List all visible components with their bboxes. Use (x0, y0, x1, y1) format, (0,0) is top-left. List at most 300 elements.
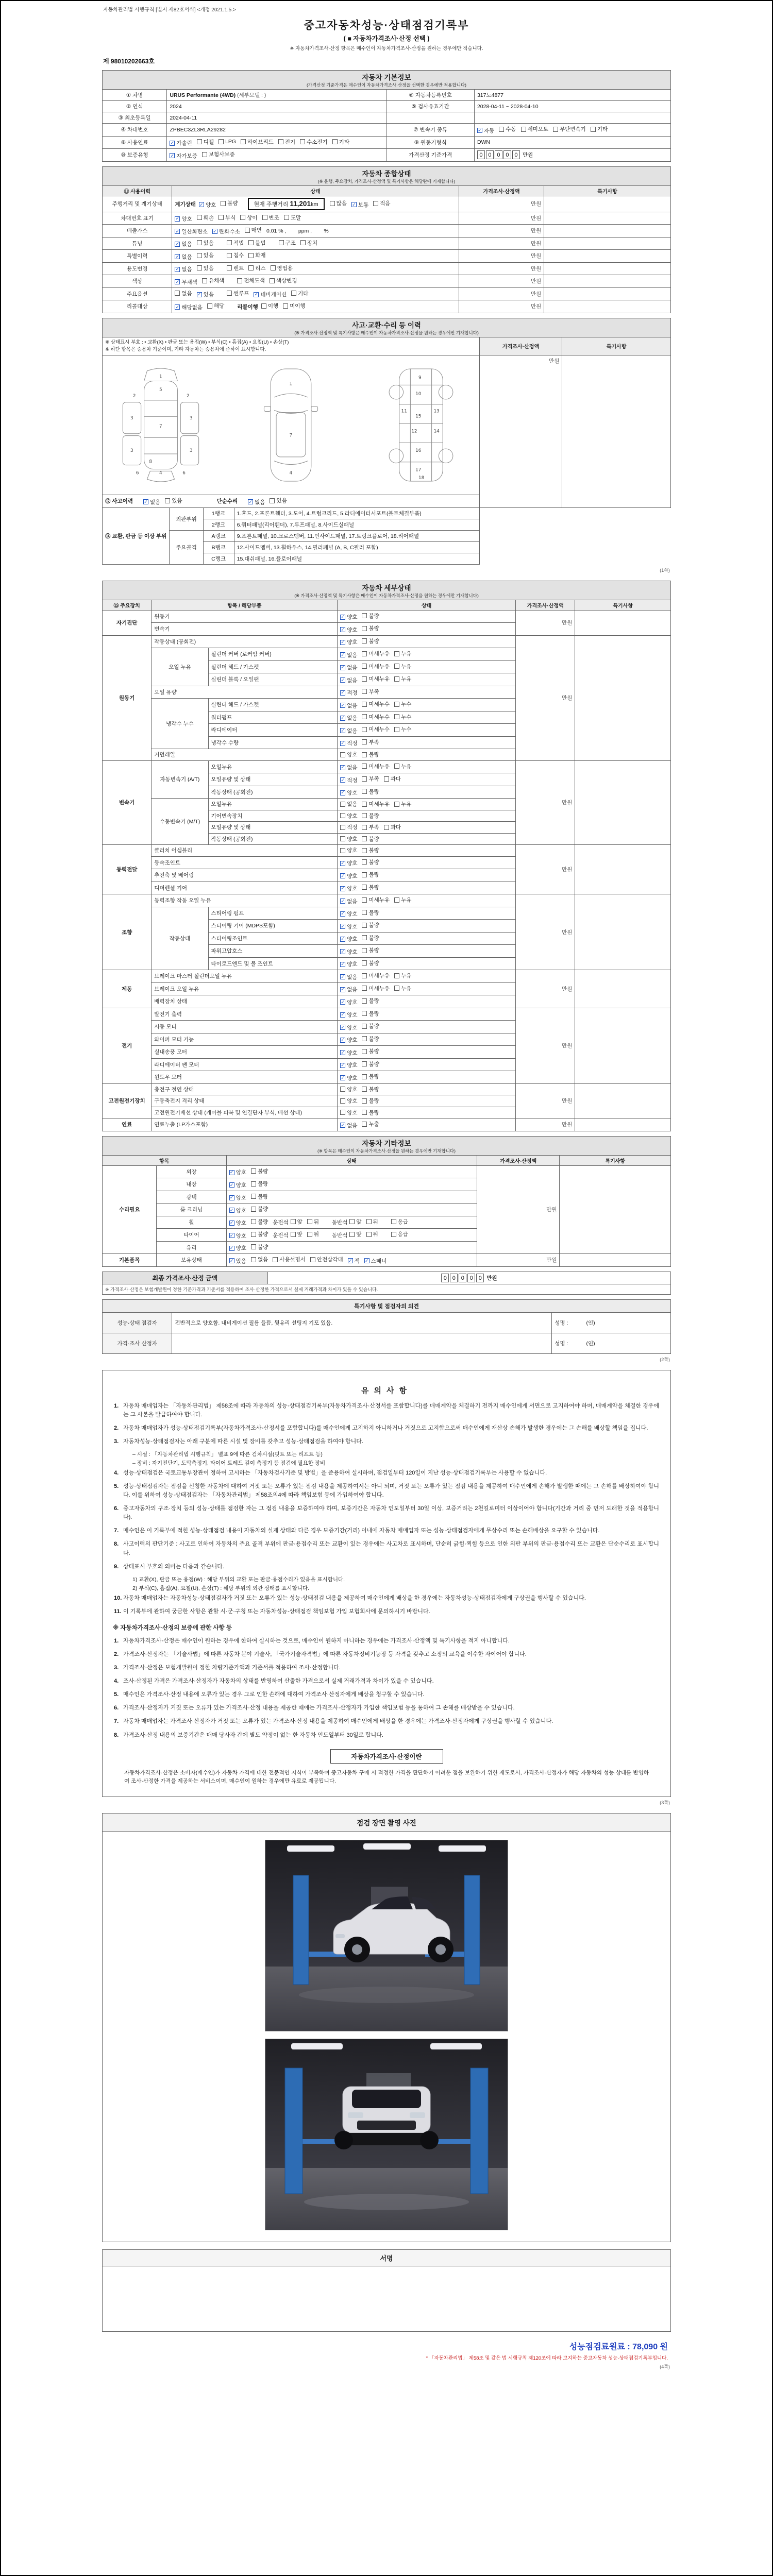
checkbox-unchecked (362, 985, 390, 992)
checkbox-icon (251, 1232, 256, 1237)
checkbox-label: 해당없음 (181, 304, 203, 311)
checkbox-icon: ✓ (341, 1062, 345, 1067)
table-row (103, 112, 671, 124)
device-subgroup: 오일 누유 (152, 648, 208, 686)
checkbox-unchecked (240, 214, 257, 222)
inspector-signature: 성명 : (인) (552, 1312, 671, 1333)
checkbox-unchecked (197, 214, 214, 222)
checkbox-icon: ✓ (341, 1049, 345, 1055)
checkbox-unchecked (362, 762, 390, 770)
checkbox-label: 수동 (506, 126, 516, 132)
misc-item: 룸 크리닝 (157, 1204, 226, 1216)
checkbox-label: 미세누유 (368, 897, 390, 903)
checkbox-icon (394, 702, 399, 707)
notice-item (114, 1690, 659, 1699)
svg-text:7: 7 (289, 433, 293, 438)
checkbox-icon (261, 303, 266, 309)
misc-group: 기본품목 (103, 1254, 157, 1267)
checkbox-unchecked (394, 972, 411, 979)
field-label-transmission: ⑦ 변속기 종류 (386, 124, 474, 137)
checkbox-unchecked (362, 1073, 379, 1080)
checkbox-unchecked (391, 1230, 408, 1238)
checkbox-label: 무채색 (181, 279, 197, 285)
checkbox-icon (251, 1207, 256, 1212)
checkbox-label: 양호 (347, 961, 358, 968)
checkbox-icon: ✓ (175, 304, 180, 310)
checkbox-label: 불량 (368, 625, 379, 632)
checkbox-label: 미세누유 (368, 973, 390, 979)
checkbox-checked (340, 727, 357, 735)
checkbox-unchecked (394, 725, 411, 733)
checkbox-label: 양호 (236, 1232, 246, 1239)
checkbox-icon (553, 127, 558, 132)
checkbox-icon (362, 1049, 367, 1054)
detail-condition-table (102, 581, 671, 1131)
checkbox-unchecked (362, 725, 390, 733)
checkbox-label: 양호 (181, 216, 192, 222)
checkbox-checked (340, 739, 357, 747)
checkbox-icon (362, 676, 367, 682)
checkbox-icon (310, 1257, 315, 1262)
panel-rank: 1랭크 (203, 507, 234, 519)
panel-rank: B랭크 (203, 541, 234, 553)
checkbox-unchecked (394, 800, 411, 808)
checkbox-unchecked (362, 959, 379, 967)
checkbox-label: 유채색 (208, 278, 225, 284)
device-state (338, 833, 516, 845)
checkbox-unchecked (362, 1060, 379, 1068)
device-state (338, 894, 516, 907)
device-state (338, 1095, 516, 1107)
checkbox-label: 사용설명서 (279, 1257, 306, 1263)
notice-item (114, 1717, 659, 1726)
option-group (237, 277, 301, 285)
field-label-reg-number: ⑥ 자동차등록번호 (386, 90, 474, 101)
checkbox-icon (362, 727, 367, 732)
checkbox-icon: ✓ (341, 1122, 345, 1128)
checkbox-unchecked (270, 497, 287, 504)
option-group (175, 290, 219, 299)
option-group (175, 302, 229, 311)
checkbox-icon (291, 1232, 296, 1237)
basic-info-note: (가격산정 기준가격은 매수인이 자동차가격조사·산정을 선택한 경우에만 적용합니다) (306, 82, 467, 88)
checkbox-icon (300, 139, 305, 144)
checkbox-label: 없음 (181, 290, 192, 297)
notice-item-number: 8. (114, 1732, 119, 1738)
checkbox-icon (340, 848, 345, 853)
price-cell: 만원 (516, 845, 575, 894)
device-subgroup: 수동변속기 (M/T) (152, 799, 208, 845)
device-item: 라디에이터 (208, 724, 338, 737)
price-digit-box: 0 (477, 150, 485, 159)
notice-item-text: 자동차 매매업자가 성능·상태점검기록부(자동차가격조사·산정서를 포함합니다)를 매수인에게 고지하지 아니하거나 거짓으로 고지함으로써 매수인에게 재산상 손해가 발생한 경우에는 그 손해를 배상할 책임을 집니다. (123, 1425, 648, 1431)
device-state (338, 920, 516, 933)
note-cell (544, 237, 671, 250)
appraiser-opinion-text (172, 1333, 552, 1353)
device-state (338, 749, 516, 761)
checkbox-label: 양호 (347, 1109, 358, 1116)
checkbox-label: 누유 (401, 651, 412, 657)
checkbox-unchecked (362, 751, 379, 758)
checkbox-checked (340, 1036, 357, 1044)
checkbox-icon: ✓ (348, 1258, 352, 1263)
field-label-first-registration: ③ 최초등록일 (103, 112, 167, 124)
checkbox-label: 누유 (401, 676, 412, 682)
checkbox-icon: ✓ (341, 987, 345, 992)
checkbox-label: 불량 (368, 935, 379, 941)
checkbox-icon (394, 651, 399, 656)
checkbox-unchecked (165, 497, 182, 504)
device-state (338, 1107, 516, 1118)
checkbox-label: 있음 (203, 252, 214, 259)
col-item: 항목 (103, 1155, 227, 1165)
note-cell (575, 1083, 671, 1118)
checkbox-unchecked (251, 1180, 268, 1188)
checkbox-icon (362, 638, 367, 643)
checkbox-icon (362, 1036, 367, 1041)
price-digit-box: 0 (467, 1274, 475, 1282)
detail-row (103, 635, 671, 648)
inspector-role-label: 성능·상태 점검자 (103, 1312, 172, 1333)
accident-section-note: (※ 가격조사·산정액 및 특기사항은 매수인이 자동차가격조사·산정을 원하는 경우에만 기재합니다) (294, 330, 479, 335)
checkbox-label: 불량 (368, 613, 379, 619)
device-state (338, 673, 516, 686)
checkbox-checked (175, 253, 192, 261)
final-price-value (267, 1272, 670, 1284)
field-label-engine-type: ⑨ 원동기형식 (386, 136, 474, 149)
detail-section-header (103, 581, 671, 600)
misc-state (226, 1241, 477, 1254)
checkbox-icon (237, 278, 242, 283)
checkbox-icon: ✓ (341, 727, 345, 733)
checkbox-label: 양호 (236, 1170, 246, 1176)
checkbox-icon (362, 613, 367, 618)
checkbox-label: 양호 (347, 752, 358, 758)
checkbox-unchecked (366, 1218, 378, 1226)
detail-row (103, 1118, 671, 1131)
detail-row (103, 1083, 671, 1095)
checkbox-icon: ✓ (341, 1075, 345, 1080)
misc-item: 보유상태 (157, 1254, 226, 1267)
checkbox-checked (340, 1122, 357, 1129)
checkbox-icon (165, 498, 170, 503)
detail-row (103, 970, 671, 983)
checkbox-unchecked (278, 138, 295, 146)
device-item: 라디에이터 팬 모터 (152, 1058, 338, 1071)
device-state (338, 945, 516, 958)
checkbox-checked (340, 910, 357, 918)
checkbox-checked (340, 986, 357, 993)
checkbox-label: 전기 (284, 139, 296, 145)
checkbox-icon: ✓ (229, 1182, 234, 1188)
inspection-photo-2 (265, 2039, 508, 2230)
checkbox-unchecked (251, 1230, 268, 1238)
checkbox-icon (227, 253, 232, 258)
summary-row (103, 237, 671, 250)
option-group (279, 239, 323, 247)
checkbox-label: 기타 (298, 290, 309, 297)
device-item: 작동상태 (공회전) (152, 635, 338, 648)
final-price-table (102, 1272, 671, 1295)
notice-items (112, 1402, 661, 1617)
detail-row (103, 760, 671, 773)
checkbox-checked (340, 1024, 357, 1031)
device-item: 실린더 블록 / 오일팬 (208, 673, 338, 686)
checkbox-icon: ✓ (229, 1195, 234, 1200)
checkbox-icon: ✓ (170, 140, 175, 145)
device-state (338, 686, 516, 699)
checkbox-label: 양호 (347, 1012, 358, 1018)
checkbox-unchecked (261, 302, 278, 310)
field-value-first-registration: 2024-04-11 (167, 112, 386, 124)
checkbox-unchecked (340, 800, 357, 808)
checkbox-unchecked (251, 1218, 268, 1226)
checkbox-unchecked (202, 150, 235, 158)
checkbox-label: 미세누유 (368, 985, 390, 992)
checkbox-icon (394, 802, 399, 807)
checkbox-label: 없음 (255, 499, 265, 505)
price-cell: 만원 (516, 635, 575, 760)
checkbox-icon: ✓ (170, 152, 175, 158)
photo-section-title: 점검 장면 촬영 사진 (103, 1814, 670, 1832)
price-cell: 만원 (459, 250, 544, 263)
price-cell: 만원 (459, 262, 544, 275)
checkbox-icon (251, 1257, 256, 1262)
price-digit-box: 0 (486, 150, 494, 159)
option-group (332, 1230, 383, 1239)
checkbox-label: 네비게이션 (260, 292, 287, 298)
checkbox-checked (229, 1207, 246, 1214)
checkbox-icon (362, 998, 367, 1004)
checkbox-icon (197, 215, 202, 220)
inspection-photos (103, 1832, 670, 2230)
checkbox-label: 색상변경 (276, 278, 297, 284)
notice-sub-item: 1) 교환(X), 판금 또는 용접(W) : 해당 부위의 교환 또는 판금·용접수리가 있음을 표시합니다. (132, 1576, 345, 1583)
device-item: 구동축전지 격리 상태 (152, 1095, 338, 1107)
checkbox-icon (284, 215, 289, 220)
checkbox-icon: ✓ (229, 1170, 234, 1175)
checkbox-label: 양호 (347, 848, 358, 854)
field-label-warranty-type: ⑩ 보증유형 (103, 149, 167, 162)
checkbox-label: 양호 (347, 1075, 358, 1081)
checkbox-icon: ✓ (254, 292, 259, 297)
note-cell (544, 225, 671, 238)
checkbox-label: 없음 (347, 898, 358, 905)
accident-history-table (102, 318, 671, 565)
accident-history-options (143, 497, 187, 506)
note-cell (575, 894, 671, 970)
checkbox-icon (362, 935, 367, 940)
checkbox-icon (197, 253, 202, 258)
checkbox-label: 세미오토 (527, 126, 549, 132)
device-item: 시동 모터 (152, 1021, 338, 1033)
checkbox-icon (251, 1181, 256, 1187)
checkbox-label: 없음 (150, 499, 161, 505)
checkbox-icon (362, 897, 367, 903)
checkbox-label: 불량 (368, 859, 379, 866)
checkbox-label: 적정 (347, 740, 358, 747)
checkbox-checked (340, 776, 357, 784)
checkbox-icon: ✓ (341, 873, 345, 878)
checkbox-icon (362, 626, 367, 631)
overall-condition-table (102, 166, 671, 313)
checkbox-icon (273, 1257, 278, 1262)
checkbox-unchecked (251, 1167, 268, 1175)
checkbox-unchecked (207, 302, 224, 310)
checkbox-label: 매연 (251, 227, 262, 233)
device-state (338, 1071, 516, 1084)
checkbox-icon (300, 240, 306, 245)
checkbox-label: 불량 (227, 200, 238, 207)
empty-cell (474, 112, 670, 124)
device-state (338, 660, 516, 673)
seat-position-label: 운전석 (273, 1219, 289, 1226)
state-symbol-legend (103, 337, 480, 355)
checkbox-unchecked (362, 934, 379, 942)
checkbox-icon (207, 303, 212, 309)
checkbox-icon (362, 752, 367, 757)
option-group (273, 1230, 324, 1239)
checkbox-icon: ✓ (341, 777, 345, 783)
price-digit-box: 0 (495, 150, 502, 159)
checkbox-label: 렌트 (233, 265, 244, 272)
checkbox-icon: ✓ (341, 677, 345, 683)
summary-row-label: 색상 (103, 275, 172, 288)
checkbox-label: 양호 (347, 999, 358, 1006)
checkbox-icon (394, 664, 399, 669)
checkbox-unchecked (362, 997, 379, 1005)
notice-item (114, 1677, 659, 1686)
checkbox-icon (202, 152, 207, 157)
checkbox-label: 상이 (247, 214, 258, 221)
svg-text:6: 6 (182, 470, 186, 476)
col-state: 상태 (172, 185, 459, 196)
summary-row-label: 배출가스 (103, 225, 172, 238)
checkbox-checked (340, 1049, 357, 1057)
table-row (103, 149, 671, 162)
checkbox-label: 불량 (257, 1231, 268, 1238)
svg-text:16: 16 (415, 448, 422, 454)
diagram-row (103, 355, 671, 495)
misc-item: 외장 (157, 1165, 226, 1178)
col-item-part: 항목 / 해당부품 (152, 600, 338, 610)
checkbox-label: 자가보증 (176, 152, 197, 159)
device-item: 오일누유 (208, 799, 338, 810)
device-item: 냉각수 수량 (208, 736, 338, 749)
checkbox-unchecked (362, 1035, 379, 1043)
checkbox-unchecked (394, 762, 411, 770)
checkbox-label: 응급 (397, 1218, 409, 1225)
notice-item-number: 5. (114, 1691, 119, 1698)
checkbox-icon (362, 1024, 367, 1029)
checkbox-icon (362, 885, 367, 890)
note-cell (544, 300, 671, 313)
device-state (338, 1046, 516, 1059)
seat-position-label: 동반석 (331, 1219, 348, 1226)
checkbox-icon (251, 1168, 256, 1174)
checkbox-unchecked (362, 871, 379, 878)
checkbox-unchecked (362, 1086, 379, 1093)
checkbox-label: 없음 (257, 1257, 268, 1263)
device-state (338, 810, 516, 822)
device-state (338, 648, 516, 661)
checkbox-label: 불량 (368, 812, 379, 819)
option-group (175, 251, 219, 261)
checkbox-unchecked (340, 823, 357, 831)
page-marker: (4쪽) (660, 2364, 670, 2370)
notice-item-number: 3. (114, 1665, 119, 1671)
notice-item-number: 2. (114, 1651, 119, 1658)
option-group (175, 277, 229, 286)
legend-line-1: ※ 상태표시 부호 : • 교환(X) • 판금 또는 용접(W) • 부식(C) • 흠집(A) • 요철(U) • 손상(T) (105, 339, 289, 345)
summary-row (103, 212, 671, 225)
misc-item: 광택 (157, 1191, 226, 1204)
price-cell: 만원 (516, 1008, 575, 1083)
accident-note-cell (562, 355, 671, 508)
final-price-row (103, 1272, 671, 1284)
checkbox-checked (229, 1168, 246, 1176)
device-item: 작동상태 (공회전) (208, 833, 338, 845)
checkbox-label: 적법 (233, 240, 244, 246)
summary-row (103, 262, 671, 275)
checkbox-icon (362, 910, 367, 915)
recall-action-label: 리콜이행 (237, 303, 258, 310)
checkbox-label: 앞 (356, 1231, 362, 1238)
device-state (338, 970, 516, 983)
device-item: 오일유량 및 상태 (208, 773, 338, 786)
device-group: 제동 (103, 970, 152, 1008)
checkbox-unchecked (197, 138, 214, 146)
checkbox-unchecked (197, 264, 214, 272)
checkbox-label: 뒤 (373, 1218, 378, 1225)
opinion-row (103, 1312, 671, 1333)
device-item: 오일누유 (208, 760, 338, 773)
checkbox-label: 영업용 (277, 265, 293, 272)
checkbox-unchecked (394, 663, 411, 670)
checkbox-icon: ✓ (341, 765, 345, 770)
device-state (338, 724, 516, 737)
checkbox-label: 미세누유 (368, 663, 390, 670)
svg-text:9: 9 (418, 375, 422, 381)
checkbox-icon: ✓ (341, 948, 345, 954)
svg-text:3: 3 (189, 416, 193, 421)
price-cell: 만원 (477, 1254, 559, 1267)
notice-item-text: 중고자동차의 구조·장치 등의 성능·상태를 점검한 자는 그 점검 내용을 보증하여야 하며, 보증기간은 자동차 인도일부터 30일 이상, 보증거리는 2천킬로미터 이상이어야 합니다(기간과 거리 중 먼저 도래한 것을 적용합니다). (123, 1505, 659, 1521)
col-note: 특기사항 (562, 337, 671, 355)
checkbox-label: 불량 (368, 960, 379, 967)
checkbox-unchecked (245, 226, 262, 234)
checkbox-unchecked (271, 264, 293, 272)
checkbox-unchecked (237, 277, 265, 284)
checkbox-icon (245, 228, 250, 233)
checkbox-checked (340, 859, 357, 867)
detail-section-title: 자동차 세부상태 (362, 584, 411, 592)
checkbox-checked (175, 303, 203, 311)
notice-item-text: 사고이력의 판단기준 : 사고로 인하여 자동차의 주요 골격 부위에 판금·용접수리 또는 교환이 있는 경우에는 사고차로 표시하며, 단순히 긁힘·찍힘 등으로 인한 외판 부위의 판금·용접수리 또는 교환은 단순수리로 표시합니다. (123, 1541, 659, 1556)
checkbox-label: 양호 (347, 812, 358, 819)
notice-item-number: 1. (114, 1402, 119, 1409)
checkbox-label: 없음 (347, 665, 358, 671)
field-label-inspection-valid: ⑤ 검사유효기간 (386, 101, 474, 112)
device-group: 전기 (103, 1008, 152, 1083)
option-group (227, 290, 313, 299)
checkbox-unchecked (362, 1109, 379, 1116)
checkbox-checked (340, 1011, 357, 1019)
checkbox-label: 부족 (368, 688, 379, 695)
checkbox-unchecked (362, 650, 390, 657)
legend-line-2: ※ 하단 항목은 승용차 기준이며, 기타 자동차는 승용차에 준하여 표시합니다. (105, 346, 266, 352)
checkbox-label: 없음 (347, 677, 358, 684)
